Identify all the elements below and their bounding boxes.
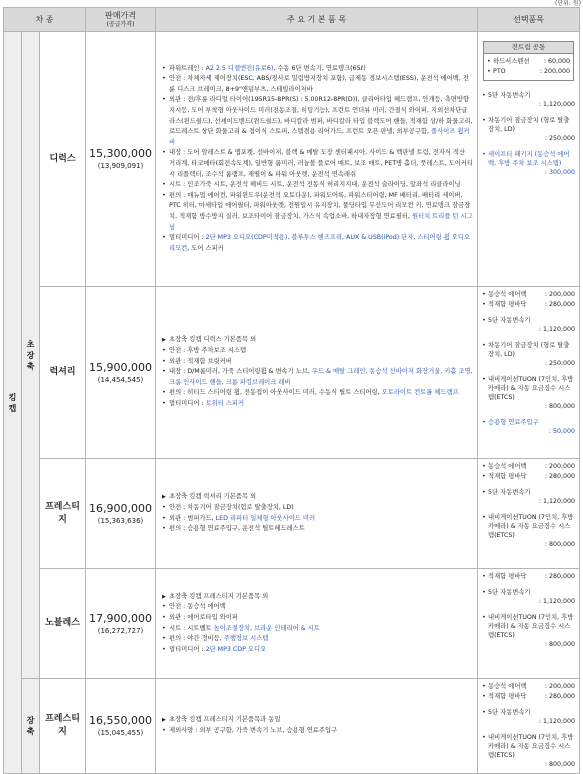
feature-item: [162, 634, 473, 645]
feature-item: [162, 503, 473, 514]
feature-item: [162, 233, 473, 254]
option-label-wrap: [482, 116, 575, 134]
feature-item: [162, 180, 473, 191]
option-label-wrap: [482, 150, 575, 168]
group-jang-label: 장축: [26, 716, 35, 736]
option-price: : 1,120,000: [538, 718, 576, 725]
feature-item: [162, 613, 473, 624]
header-options: 선택품목: [478, 8, 580, 32]
feature-highlight: 주행정보 시스템: [223, 635, 269, 643]
option-label-wrap: [482, 418, 575, 427]
option-item: [487, 67, 570, 77]
option-label-wrap: [482, 316, 575, 325]
option-label-wrap: [482, 513, 575, 540]
option-item: [487, 57, 570, 67]
option-label: • 차동기어 잠금장치 (형로 탈출장치, LD): [482, 341, 575, 359]
feature-highlight: 높이조절장치, 브라운 인테리어 & 시트: [213, 624, 320, 632]
price-cell: [86, 679, 156, 774]
option-price: : 280,000: [544, 473, 576, 480]
trim-name: 프레스티지: [40, 459, 86, 569]
features-cell: [156, 459, 478, 569]
feature-item: [162, 726, 473, 737]
group-cho-jang-label: 초장축: [26, 339, 35, 371]
option-label: • 적재함 평바닥: [482, 300, 527, 309]
feature-highlight: 풀사이즈 휠커버: [169, 128, 470, 146]
option-price: : 1,120,000: [538, 598, 576, 605]
option-price: : 1,120,000: [538, 498, 576, 505]
supply-price: (14,454,545): [97, 375, 144, 384]
feature-item: [162, 514, 473, 525]
options-cell: [478, 287, 580, 459]
option-price: : 300,000: [544, 169, 576, 176]
option-price: : 1,120,000: [538, 326, 576, 333]
option-item: [482, 708, 575, 726]
features-heading: ▶ 초장축 킹캡 럭셔리 기본품목 외: [162, 492, 473, 503]
price-cell: [86, 32, 156, 287]
option-price: : 280,000: [544, 573, 576, 580]
option-label: • 적재함 평바닥: [482, 692, 527, 701]
option-price: : 200,000: [544, 291, 576, 298]
option-label: • 승용형 연료주입구: [482, 418, 575, 427]
option-item: [482, 341, 575, 368]
price-table: [3, 7, 580, 774]
table-row: [4, 287, 580, 459]
supply-price: (13,909,091): [97, 162, 144, 170]
trim-name: 럭셔리: [40, 287, 86, 459]
option-item: [482, 150, 575, 177]
option-label: • 동승석 에어백: [482, 462, 527, 471]
option-label: • 적재함 평바닥: [482, 572, 527, 581]
feature-text: 안전 : 차체자세 제어장치(ESC, ABS/경사로 밀림방지장치 포함), 급제동 경보시스템(ESS), 운전석 에어백, 전륜 디스크 브레이크, 8+9"앤덤부츠, 스테빌라이저바: [169, 75, 469, 93]
features-cell: [156, 569, 478, 679]
feature-highlight: A2 2.5 디젤엔진(유로6): [205, 64, 274, 72]
option-label: • 적재함 평바닥: [482, 472, 527, 481]
group-king-cab: [4, 32, 22, 774]
option-label: • 동승석 에어백: [482, 290, 527, 299]
option-label: • 5단 자동변속기: [482, 91, 575, 100]
option-price: : 60,000: [543, 58, 571, 65]
header-price: 판매가격 (공급가격): [86, 8, 156, 32]
option-label: • 차동기어 잠금장치 (형로 탈출장치, LD): [482, 116, 575, 134]
sale-price: 16,550,000: [89, 714, 152, 727]
options-cell: [478, 32, 580, 287]
option-price: : 800,000: [544, 761, 576, 768]
option-item: [482, 488, 575, 506]
feature-item: [162, 95, 473, 148]
price-cell: [86, 569, 156, 679]
feature-text-rest: , 도어 스피커: [187, 244, 224, 252]
feature-text-rest: , 수동 6단 변속기, 연료탱크(65ℓ): [273, 64, 366, 72]
option-price: : 800,000: [544, 641, 576, 648]
feature-text: 외관 : 범퍼가드,: [169, 514, 216, 522]
feature-item: [162, 64, 473, 75]
option-label-wrap: [482, 613, 575, 640]
feature-text: 외관 : 에어로타입 와이퍼: [169, 613, 238, 621]
feature-item: [162, 191, 473, 233]
feature-text: 편의 : 승용형 연료주입구, 운전석 틸트헤드레스트: [169, 525, 305, 533]
table-row: [4, 459, 580, 569]
option-price: : 50,000: [548, 428, 576, 435]
group-king-cab-label: 킹캡: [8, 392, 17, 413]
option-item: [482, 692, 575, 701]
table-row: [4, 679, 580, 774]
feature-text: 외관 : 전/후륜 라디얼 타이어(195R15-8PR(S) : 5.00R12-8PR(D)), 클리어타입 헤드램프, 안개등, 측면방향 지시등, 도어 부착형 아웃사이드 미러(전동조절, 히팅기능), 프런트 언더뷰 미러, 간절식 와이퍼, 지외선차단글라스(윈드쉴드), 선셰이드밴드(윈드쉴드), 바디칼라 범퍼, 바디칼라 타입 블랙도어 핸들, 적재함 상/하 화물고리, 로드레스트 상단 화물고리 & 접이식 스토퍼, 스텝겸용 리어가드, 프런트 오픈 판넬, 외부공구함,: [169, 96, 473, 136]
option-label-wrap: [482, 488, 575, 497]
feature-item: [162, 524, 473, 535]
features-heading: ▶ 초장축 킹캡 프레스티지 기본품목 외: [162, 592, 473, 603]
feature-highlight: 2단 MP3 오디오(CDP미적용), 블루투스 핸즈프리, AUX & USB(iPod) 단자, 스티어링 휠 오디오 리모컨: [169, 234, 471, 252]
option-price: : 200,000: [539, 68, 571, 75]
option-item: [482, 572, 575, 581]
option-item: [482, 316, 575, 334]
feature-item: [162, 148, 473, 180]
feature-text: 안전 : 후방 주차보조 시스템: [169, 347, 247, 355]
option-label: • 세이프티 패키지 (동승석 에어백, 후방 주차 보조 시스템): [482, 150, 575, 168]
common-options-body: [484, 54, 573, 80]
option-label: • 5단 자동변속기: [482, 316, 575, 325]
option-label-wrap: [482, 588, 575, 597]
table-row: [4, 569, 580, 679]
features-heading: ▶ 초장축 킹캡 프레스티지 기본품목과 동일: [162, 715, 473, 726]
option-label-wrap: [482, 708, 575, 717]
feature-text: 시트 : 시트벨트: [169, 624, 214, 632]
header-cat: 차 종: [4, 8, 86, 32]
option-item: [482, 588, 575, 606]
option-price: : 250,000: [544, 135, 576, 142]
trim-name: 노블레스: [40, 569, 86, 679]
feature-text: 편의 : 야간 정비등,: [169, 635, 224, 643]
option-label: • PTO: [487, 67, 506, 77]
option-item: [482, 375, 575, 411]
option-label-wrap: [482, 733, 575, 760]
features-heading: ▶ 초장축 킹캡 디럭스 기본품목 외: [162, 335, 473, 346]
option-price: : 280,000: [544, 301, 576, 308]
table-row: [4, 32, 580, 287]
group-cho-jang: [22, 32, 40, 679]
option-label: • 5단 자동변속기: [482, 708, 575, 717]
option-price: : 200,000: [544, 463, 576, 470]
feature-text: 편의 : 매뉴얼 에어컨, 파워윈도우(운전석 오토다운), 파워도어록, 파워스티어링, MF 배터리, 배터리 세이버, PTC 히터, 마세타입 에어필터, 파워아웃렛, 전원일시 유지장치, 풀딩타입 무선도어 리모컨 키, 연료탱크 잠금장치, 적재함 방수방지 실러, 보조타이어 잠금장치, 가스식 속업소바, 하내자장형 연료필터,: [169, 191, 471, 220]
price-cell: [86, 459, 156, 569]
feature-item: [162, 399, 473, 410]
features-cell: [156, 287, 478, 459]
feature-highlight: 원터치 트리플 턴 시그널: [169, 212, 473, 231]
feature-highlight: 오토라이트 컨트롤 헤드램프: [381, 389, 459, 397]
feature-highlight: 우드 & 메탈 그레인, 동승석 선바이저 화장거울, 키홀 조명, 크롬 인사이드 핸들, 크롬 파킹브레이크 레버: [169, 368, 473, 386]
option-price: : 280,000: [544, 693, 576, 700]
option-item: [482, 290, 575, 299]
sale-price: 15,300,000: [89, 147, 152, 160]
option-price: : 250,000: [544, 360, 576, 367]
option-item: [482, 462, 575, 471]
feature-item: [162, 602, 473, 613]
option-label: • 내비게이션TUON (7인치, 후방카메라) & 자동 요금징수 시스템(ETCS): [482, 613, 575, 640]
option-item: [482, 116, 575, 143]
feature-text: 제외사양 : 외부 공구함, 가죽 변속기 노브, 승용형 연료주입구: [169, 727, 338, 734]
options-cell: [478, 679, 580, 774]
trim-name: 프레스티지: [40, 679, 86, 774]
option-item: [482, 682, 575, 691]
option-price: : 1,120,000: [538, 101, 576, 108]
feature-text: 시트 : 인조가죽 시트, 운전석 헤비드 시트, 운전석 전동식 허리지지대, 운전석 슬라이딩, 앞좌석 리클라이닝: [169, 181, 461, 189]
common-options-title: 전트림 공통: [484, 42, 573, 54]
sale-price: 17,900,000: [89, 611, 152, 625]
option-label-wrap: [482, 375, 575, 402]
feature-highlight: 트위터 스피커: [205, 399, 245, 407]
feature-text: 편의 : 히티드 스티어링 휠, 전동접이 아웃사이드 미러, 수동식 틸트 스티어링,: [169, 389, 382, 397]
trim-name: 디럭스: [40, 32, 86, 287]
supply-price: (15,045,455): [97, 729, 144, 737]
feature-text: 멀티미디어 :: [169, 234, 206, 242]
feature-text: 안전 : 동승석 에어백: [169, 603, 226, 611]
option-label: • 내비게이션TUON (7인치, 후방카메라) & 자동 요금징수 시스템(ETCS): [482, 375, 575, 402]
price-cell: [86, 287, 156, 459]
feature-item: [162, 74, 473, 95]
features-cell: [156, 32, 478, 287]
option-label: • 내비게이션TUON (7인치, 후방카메라) & 자동 요금징수 시스템(ETCS): [482, 513, 575, 540]
options-cell: [478, 459, 580, 569]
options-cell: [478, 569, 580, 679]
option-label: • 5단 자동변속기: [482, 588, 575, 597]
supply-price: (16,272,727): [97, 626, 144, 635]
feature-item: [162, 388, 473, 399]
feature-text: 외관 : 적재함 브릿커버: [169, 357, 232, 365]
option-item: [482, 91, 575, 109]
sale-price: 16,900,000: [89, 501, 152, 515]
feature-highlight: 2단 MP3 CDP 오디오: [205, 645, 267, 653]
option-price: : 200,000: [544, 683, 576, 690]
feature-text: 내장 : D/M룸미러, 가죽 스티어링휠 & 변속기 노브,: [169, 368, 312, 376]
feature-text: 멀티미디어 :: [169, 645, 206, 653]
feature-text: 파워트레인 :: [169, 64, 206, 72]
option-item: [482, 513, 575, 549]
option-label: • 내비게이션TUON (7인치, 후방카메라) & 자동 요금징수 시스템(ETCS): [482, 733, 575, 760]
sale-price: 15,900,000: [89, 360, 152, 374]
group-jang: [22, 679, 40, 774]
option-item: [482, 613, 575, 649]
option-price: : 800,000: [544, 403, 576, 410]
feature-item: [162, 624, 473, 635]
supply-price: (15,363,636): [97, 516, 144, 525]
feature-item: [162, 357, 473, 368]
feature-item: [162, 346, 473, 357]
option-item: [482, 300, 575, 309]
option-item: [482, 418, 575, 436]
option-price: : 800,000: [544, 541, 576, 548]
option-label-wrap: [482, 341, 575, 359]
feature-text: 멀티미디어 :: [169, 399, 206, 407]
common-options-box: [483, 41, 574, 81]
option-label: • 동승석 에어백: [482, 682, 527, 691]
option-label: • 5단 자동변속기: [482, 488, 575, 497]
feature-item: [162, 645, 473, 656]
feature-text: 내장 : 도어 암레스트 & 맵포켓, 선바이저, 블랙 & 메탈 도장 센터패시아, 사이드 & 백판넬 트림, 전자식 적산 거리계, 타코메타(회전속도계), 일반형 룸미러, 러늉볼 플로어 매트, 보조 매트, PET병 홀더, 풋레스트, 도어커티시 리플렉터, 조수석 룸램프, 재떨이 & 파워 아웃렛, 운전석 연속래쉬: [169, 149, 473, 178]
option-item: [482, 733, 575, 769]
features-cell: [156, 679, 478, 774]
option-label: • 하드서스펜션: [487, 57, 530, 67]
unit-label: (단위: 원): [555, 0, 581, 7]
option-label-wrap: [482, 91, 575, 100]
feature-text: 안전 : 차동기어 잠금장치(험로 탈출장치, LD): [169, 503, 294, 511]
header-features: 주 요 기 본 품 목: [156, 8, 478, 32]
feature-item: [162, 367, 473, 388]
feature-highlight: LED 리피터 일체형 아웃사이드 미러: [215, 514, 316, 522]
option-item: [482, 472, 575, 481]
